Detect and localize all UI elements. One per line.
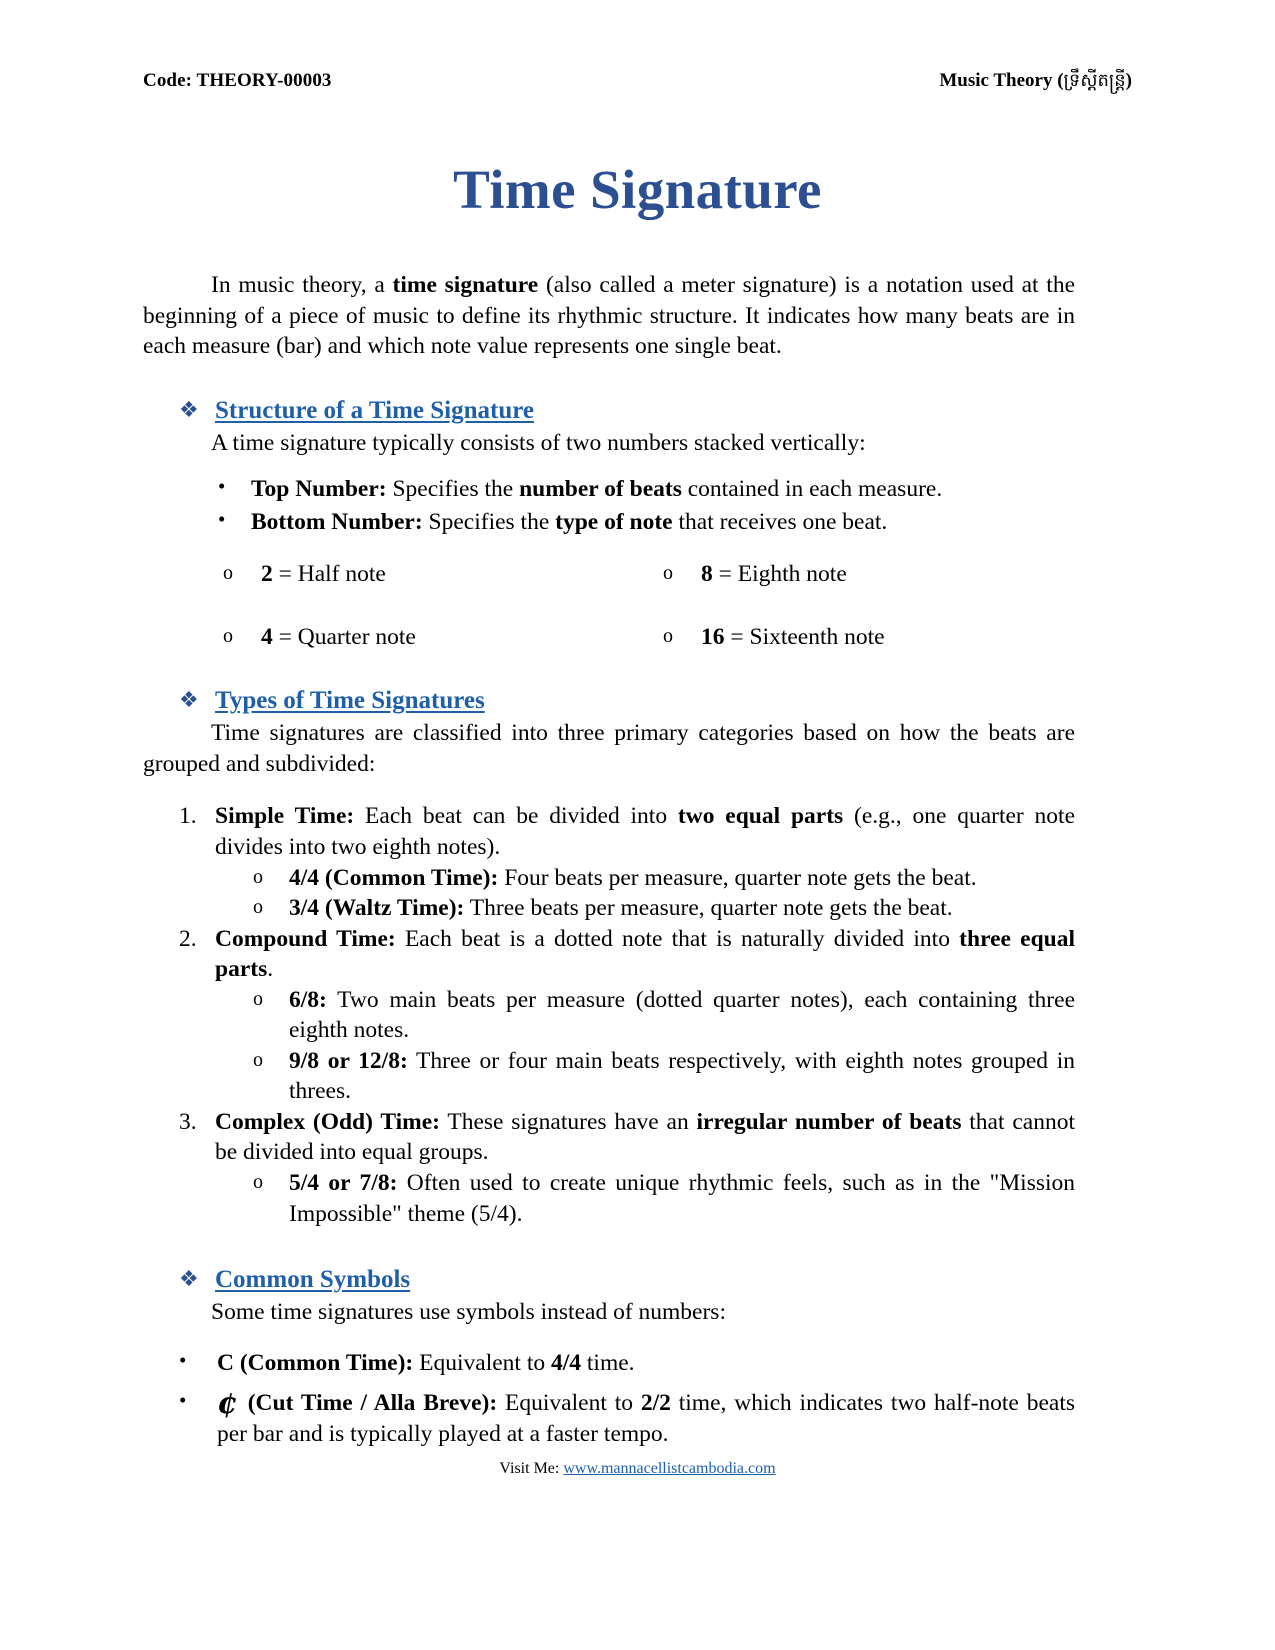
- note-value-item: [143, 622, 583, 653]
- list-item: [215, 893, 1075, 924]
- bullet-text-2: contained in each measure.: [681, 476, 943, 503]
- subject-paren-close: ): [1125, 70, 1132, 91]
- bullet-label: Bottom Number:: [251, 508, 423, 535]
- symbol-emphasis: 2/2: [640, 1390, 671, 1417]
- types-sub-list: [215, 863, 1075, 924]
- subject-english: Music Theory (: [939, 70, 1064, 91]
- list-item: [143, 924, 1075, 1107]
- list-number: 3.: [179, 1108, 197, 1135]
- sub-text: Two main beats per measure (dotted quarter notes), each containing three eighth notes.: [289, 986, 1075, 1044]
- diamond-bullet-icon: ❖: [179, 396, 199, 422]
- list-item: [143, 1388, 1075, 1449]
- symbols-bullet-list: [143, 1348, 1075, 1450]
- list-item: [143, 507, 1075, 538]
- note-value-number: 4: [261, 623, 273, 650]
- sub-label: 3/4 (Waltz Time):: [289, 895, 465, 922]
- item-emphasis: two equal parts: [677, 803, 844, 830]
- item-text-c: .: [267, 956, 274, 983]
- symbol-label: (Cut Time / Alla Breve):: [239, 1390, 498, 1417]
- diamond-bullet-icon: ❖: [179, 687, 199, 713]
- sub-text: Three beats per measure, quarter note gets the beat.: [464, 895, 953, 922]
- list-item: [215, 1168, 1075, 1229]
- list-number: 2.: [179, 925, 197, 952]
- sub-text: Often used to create unique rhythmic feels, such as in the "Mission Impossible" theme (5/4).: [289, 1170, 1076, 1227]
- list-item: [215, 863, 1075, 894]
- section-heading-types: [143, 686, 1075, 716]
- types-numbered-list: [143, 801, 1075, 1229]
- note-value-name: = Quarter note: [272, 623, 416, 650]
- sub-text: Four beats per measure, quarter note gets the beat.: [498, 864, 977, 891]
- intro-bold-term: time signature: [392, 272, 539, 298]
- item-text-a: Each beat is a dotted note that is naturally divided into: [395, 925, 960, 952]
- note-value-grid: [143, 559, 1075, 652]
- symbol-text-a: Equivalent to: [413, 1349, 551, 1376]
- document-subject: [939, 68, 1132, 95]
- item-text-c: that cannot be divided into equal groups.: [215, 1108, 1075, 1166]
- note-value-item: [583, 622, 1075, 653]
- item-text-a: These signatures have an: [439, 1108, 697, 1135]
- document-body: [143, 270, 1075, 1459]
- note-value-number: 2: [261, 561, 273, 588]
- item-label: Simple Time:: [215, 803, 355, 830]
- structure-lead-text: A time signature typically consists of two numbers stacked vertically:: [211, 429, 866, 456]
- intro-text-1: In music theory, a: [211, 272, 393, 298]
- types-lead-text: Time signatures are classified into three primary categories based on how the beats are grouped and subdivided:: [143, 720, 1075, 777]
- types-sub-list: [215, 1168, 1075, 1229]
- bullet-text-2: that receives one beat.: [672, 508, 888, 535]
- page-header: [143, 68, 1132, 95]
- list-item: [143, 1348, 1075, 1379]
- symbol-label: C (Common Time):: [217, 1349, 414, 1376]
- intro-paragraph: [143, 270, 1075, 362]
- item-emphasis: three equal parts: [215, 925, 1075, 983]
- list-item: [215, 1046, 1075, 1107]
- sub-label: 6/8:: [289, 986, 327, 1013]
- symbol-emphasis: 4/4: [550, 1349, 582, 1376]
- heading-text-structure: Structure of a Time Signature: [215, 396, 534, 424]
- subject-khmer: ទ្រឹស្ដីតន្ត្រី: [1063, 70, 1126, 91]
- heading-text-types: Types of Time Signatures: [215, 687, 485, 715]
- note-value-name: = Sixteenth note: [724, 623, 885, 650]
- sub-label: 9/8 or 12/8:: [289, 1047, 408, 1074]
- item-label: Complex (Odd) Time:: [215, 1108, 440, 1135]
- bullet-text-1: Specifies the: [386, 476, 520, 503]
- sub-label: 5/4 or 7/8:: [289, 1170, 398, 1197]
- document-code: Code: THEORY-00003: [143, 70, 332, 91]
- note-value-name: = Half note: [272, 561, 386, 588]
- structure-bullet-list: [143, 474, 1075, 537]
- symbol-text-c: time, which indicates two half-note beats per bar and is typically played at a faster tempo.: [217, 1390, 1075, 1447]
- bullet-label: Top Number:: [251, 476, 387, 503]
- note-value-item: [583, 559, 1075, 590]
- bullet-emphasis: type of note: [555, 508, 673, 535]
- sub-label: 4/4 (Common Time):: [289, 864, 499, 891]
- item-text-c: (e.g., one quarter note divides into two eighth notes).: [215, 803, 1076, 861]
- item-label: Compound Time:: [215, 925, 396, 952]
- list-item: [143, 801, 1075, 923]
- symbol-text-a: Equivalent to: [497, 1390, 641, 1417]
- heading-text-symbols: Common Symbols: [215, 1266, 411, 1294]
- website-link[interactable]: www.mannacellistcambodia.com: [563, 1460, 776, 1477]
- section-heading-symbols: [143, 1265, 1075, 1295]
- sub-text: Three or four main beats respectively, with eighth notes grouped in threes.: [289, 1047, 1076, 1105]
- bullet-emphasis: number of beats: [519, 476, 682, 503]
- item-emphasis: irregular number of beats: [696, 1108, 962, 1135]
- page-footer: [0, 1460, 1275, 1478]
- item-text-a: Each beat can be divided into: [354, 803, 678, 830]
- diamond-bullet-icon: ❖: [179, 1266, 199, 1292]
- list-item: [215, 985, 1075, 1046]
- symbol-text-c: time.: [581, 1349, 635, 1376]
- page-title: Time Signature: [453, 159, 822, 220]
- symbols-lead-text: Some time signatures use symbols instead of numbers:: [211, 1299, 726, 1326]
- cut-time-icon: ¢: [217, 1386, 238, 1422]
- list-item: [143, 1107, 1075, 1229]
- list-number: 1.: [179, 803, 197, 830]
- section-heading-structure: [143, 396, 1075, 426]
- intro-text-2: (also called a meter signature) is a notation used at the beginning of a piece of music to define its rhythmic structure. It indicates how many beats are in each measure (bar) and which note value represents one single beat.: [143, 272, 1075, 360]
- footer-label: Visit Me:: [499, 1460, 564, 1477]
- list-item: [143, 474, 1075, 505]
- note-value-number: 8: [701, 561, 713, 588]
- note-value-item: [143, 559, 583, 590]
- note-value-name: = Eighth note: [712, 561, 847, 588]
- note-value-number: 16: [701, 623, 725, 650]
- types-sub-list: [215, 985, 1075, 1107]
- bullet-text-1: Specifies the: [422, 508, 556, 535]
